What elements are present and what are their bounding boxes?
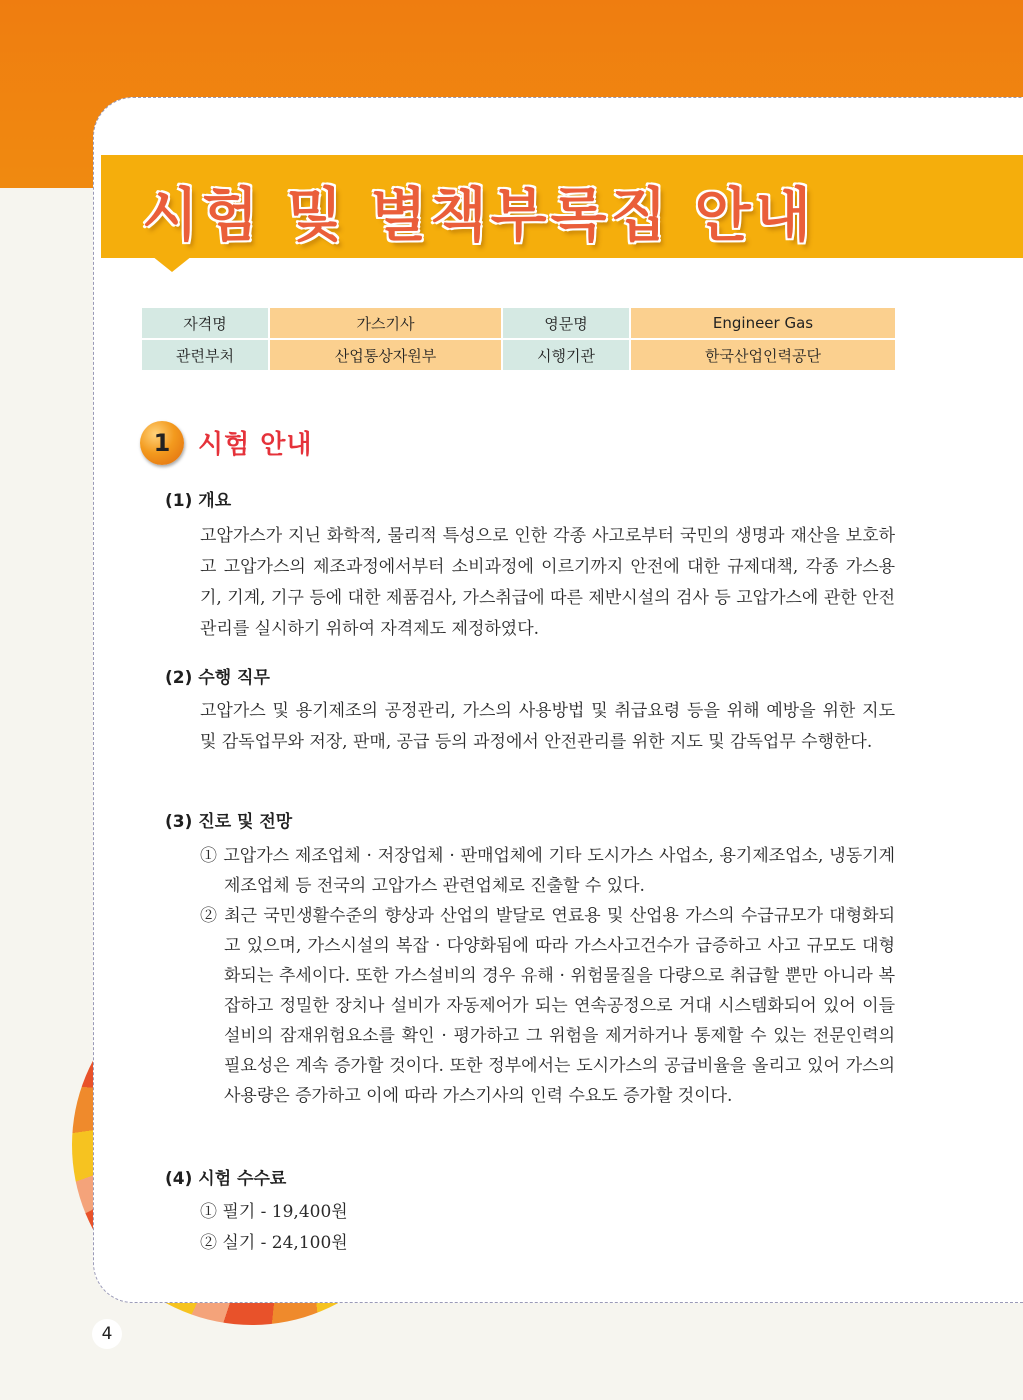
table-row <box>142 308 895 338</box>
fee-item-written: ① 필기 - 19,400원 <box>200 1202 348 1222</box>
table-value-english-name: Engineer Gas <box>631 308 895 338</box>
overview-text: 고압가스가 지닌 화학적, 물리적 특성으로 인한 각종 사고로부터 국민의 생명과 재산을 보호하고 고압가스의 제조과정에서부터 소비과정에 이르기까지 안전에 대한 규제대책, 각종 가스용기, 기계, 기구 등에 대한 제품검사, 가스취급에 따른 제반시설의 검사 등 고압가스에 관한 안전관리를 실시하기 위하여 자격제도 제정하였다. <box>200 526 895 639</box>
career-item-1: ① 고압가스 제조업체 · 저장업체 · 판매업체에 기타 도시가스 사업소, 용기제조업소, 냉동기계제조업체 등 전국의 고압가스 관련업체로 진출할 수 있다. <box>200 846 895 896</box>
table-key-ministry: 관련부처 <box>142 340 268 370</box>
table-value-ministry: 산업통상자원부 <box>270 340 501 370</box>
qualification-info-table <box>140 306 897 372</box>
table-value-agency: 한국산업인력공단 <box>631 340 895 370</box>
table-key-english-name: 영문명 <box>503 308 629 338</box>
page-title: 시험 및 별책부록집 안내 <box>142 181 815 249</box>
fees-heading: (4) 시험 수수료 <box>165 1169 287 1189</box>
fee-item-practical: ② 실기 - 24,100원 <box>200 1233 348 1253</box>
page-number: 4 <box>92 1319 122 1349</box>
duties-text: 고압가스 및 용기제조의 공정관리, 가스의 사용방법 및 취급요령 등을 위해 예방을 위한 지도 및 감독업무와 저장, 판매, 공급 등의 과정에서 안전관리를 위한 지도 및 감독업무 수행한다. <box>200 701 895 752</box>
title-banner-notch <box>152 256 192 272</box>
career-heading: (3) 진로 및 전망 <box>165 812 293 832</box>
section-title: 시험 안내 <box>198 430 313 460</box>
career-item-2: ② 최근 국민생활수준의 향상과 산업의 발달로 연료용 및 산업용 가스의 수급규모가 대형화되고 있으며, 가스시설의 복잡 · 다양화됨에 따라 가스사고건수가 급증하고 사고 규모도 대형화되는 추세이다. 또한 가스설비의 경우 유해 · 위험물질을 다량으로 취급할 뿐만 아니라 복잡하고 정밀한 장치나 설비가 자동제어가 되는 연속공정으로 거대 시스템화되어 있어 이들 설비의 잠재위험요소를 확인 · 평가하고 그 위험을 제거하거나 통제할 수 있는 전문인력의 필요성은 계속 증가할 것이다. 또한 정부에서는 도시가스의 공급비율을 올리고 있어 가스의 사용량은 증가하고 이에 따라 가스기사의 인력 수요도 증가할 것이다. <box>200 906 895 1106</box>
section-number-badge: 1 <box>140 421 184 465</box>
table-key-agency: 시행기관 <box>503 340 629 370</box>
overview-heading: (1) 개요 <box>165 491 232 511</box>
table-key-qualification-name: 자격명 <box>142 308 268 338</box>
table-row <box>142 340 895 370</box>
duties-heading: (2) 수행 직무 <box>165 668 270 688</box>
table-value-qualification-name: 가스기사 <box>270 308 501 338</box>
